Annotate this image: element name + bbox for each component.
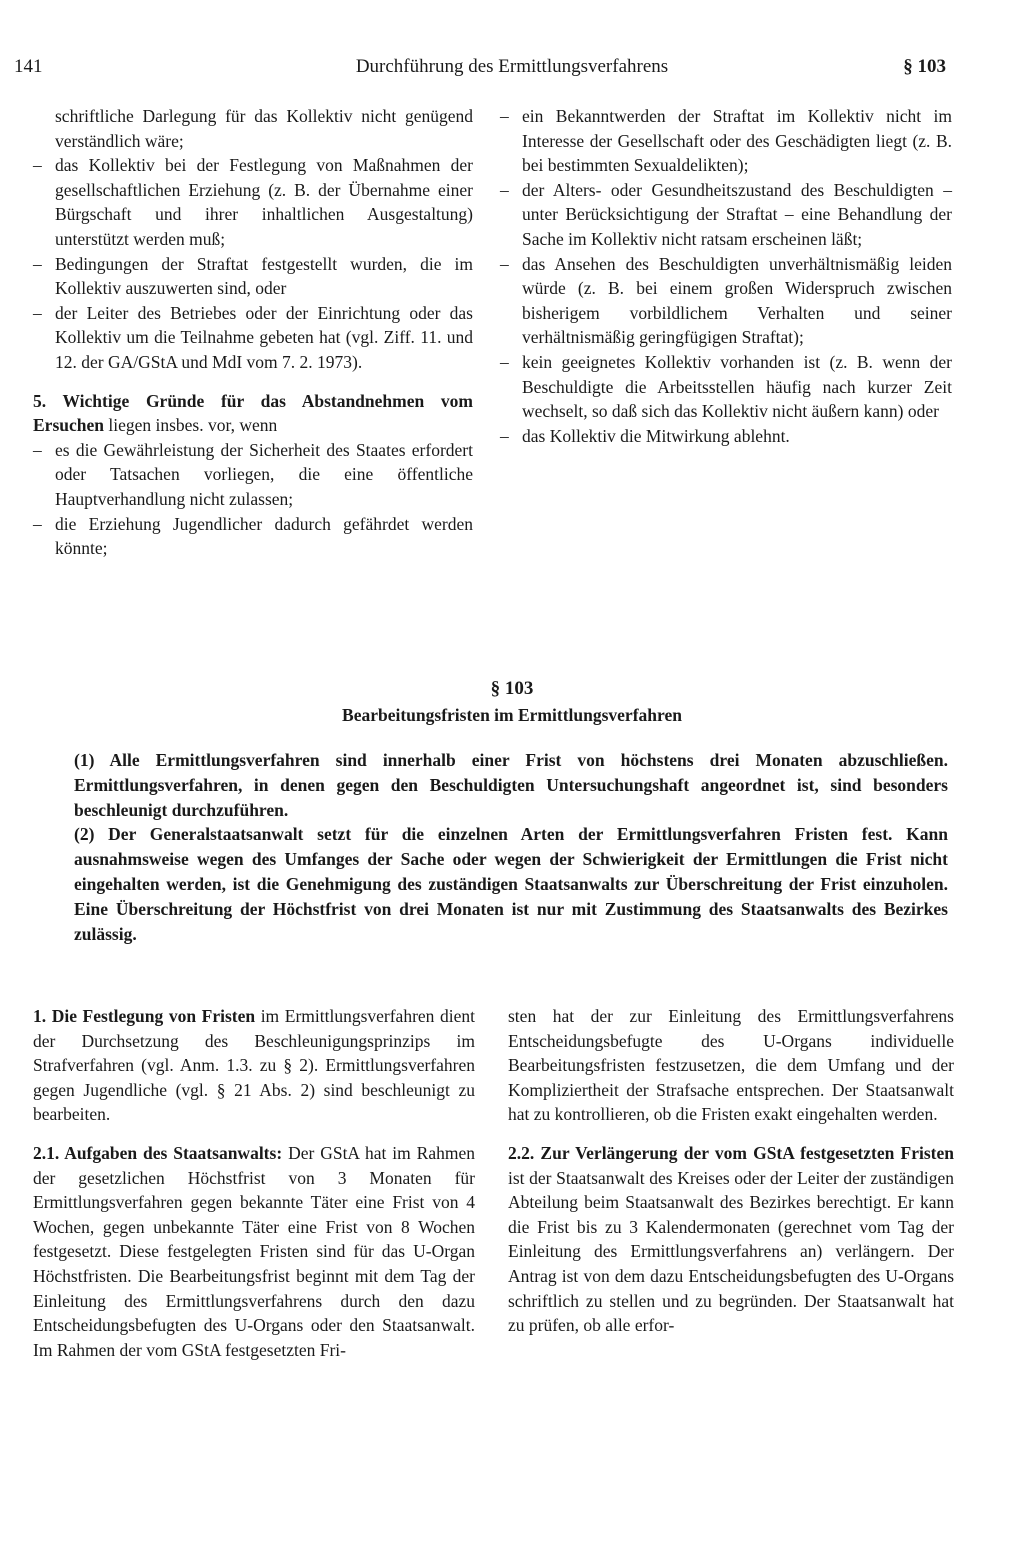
list-item-text: das Ansehen des Beschuldigten unverhältnismäßig leiden würde (z. B. bei einem großen Widerspruch zwischen bisherigem vorbildlichem Verhalten und seiner verhältnismäßig geringfügigen Straftat);	[522, 253, 952, 348]
note-1-heading: 1. Die Festlegung von Fristen	[33, 1006, 256, 1026]
list-item-text: es die Gewährleistung der Sicherheit des Staates erfordert oder Tatsachen vorliegen, die eine öffentliche Hauptverhandlung nicht zulassen;	[55, 439, 473, 509]
note-2-2-heading: 2.2. Zur Verlängerung der vom GStA festgesetzten Fristen	[508, 1142, 954, 1163]
note-5-intro: liegen insbes. vor, wenn	[103, 415, 278, 436]
note-5-heading: 5. Wichtige Gründe für das Abstandnehmen vom Ersuchen	[33, 390, 473, 436]
list-item-text: Bedingungen der Straftat festgestellt wurden, die im Kollektiv auszuwerten sind, oder	[55, 253, 473, 299]
annotations-left-column	[33, 1004, 475, 1362]
note-2-1-text: Der GStA hat im Rahmen der gesetzlichen Höchstfrist von 3 Monaten für Ermittlungsverfahren gegen bekannte Täter eine Frist von 4 Wochen, gegen unbekannte Täter eine Frist von 8 Wochen festgesetzt. Diese festgelegten Fristen sind für das U-Organ Höchstfristen. Die Bearbeitungsfrist beginnt mit dem Tag der Einleitung des Ermittlungsverfahrens durch den dazu Entscheidungsbefugten des U-Organs oder den Staatsanwalt. Im Rahmen der vom GStA festgesetzten Fri-	[33, 1142, 475, 1360]
continued-list-item: schriftliche Darlegung für das Kollektiv nicht genügend verständlich wäre;	[55, 106, 473, 151]
list-item: – das Kollektiv die Mitwirkung ablehnt.	[500, 425, 790, 446]
page-number: 141	[14, 56, 43, 77]
list-item-text: ein Bekanntwerden der Straftat im Kollektiv nicht im Interesse der Gesellschaft oder des Geschädigten liegt (z. B. bei bestimmten Sexualdelikten);	[522, 106, 952, 176]
list-item: – ein Bekanntwerden der Straftat im Kollektiv nicht im Interesse der Gesellschaft oder des Geschädigten liegt (z. B. bei bestimmten Sexualdelikten);	[500, 106, 952, 176]
list-item: – die Erziehung Jugendlicher dadurch gefährdet werden könnte;	[33, 513, 473, 559]
continued-paragraph: sten hat der zur Einleitung des Ermittlungsverfahrens Entscheidungsbefugte des U-Organs individuelle Bearbeitungsfristen festzusetzen, die dem Umfang und der Kompliziertheit der Strafsache entsprechen. Der Staatsanwalt hat zu kontrollieren, ob die Fristen exakt eingehalten werden.	[508, 1006, 954, 1125]
statute-section-number: § 103	[490, 678, 534, 699]
note-2-1-heading: 2.1. Aufgaben des Staatsanwalts:	[33, 1142, 283, 1163]
list-item-text: der Leiter des Betriebes oder der Einrichtung oder das Kollektiv um die Teilnahme gebeten hat (vgl. Ziff. 11. und 12. der GA/GStA und MdI vom 7. 2. 1973).	[55, 302, 473, 372]
statute-paragraph-1: (1) Alle Ermittlungsverfahren sind innerhalb einer Frist von höchstens drei Monaten abzuschließen. Ermittlungsverfahren, in denen gegen den Beschuldigten Untersuchungshaft angeordnet ist, sind besonders beschleunigt durchzuführen.	[74, 750, 948, 820]
note-2-2-text: ist der Staatsanwalt des Kreises oder der Leiter der zuständigen Abteilung beim Staatsanwalt des Bezirkes berechtigt. Er kann die Frist bis zu 3 Kalendermonaten (gerechnet vom Tag der Einleitung des Ermittlungsverfahrens an) verlängern. Der Antrag ist von dem dazu Entscheidungsbefugten des U-Organs schriftlich zu stellen und zu begründen. Der Staatsanwalt hat zu prüfen, ob alle erfor-	[508, 1167, 954, 1336]
list-item: – das Kollektiv bei der Festlegung von Maßnahmen der gesellschaftlichen Erziehung (z. B. der Übernahme einer Bürgschaft und ihrer inhaltlichen Ausgestaltung) unterstützt werden muß;	[33, 155, 473, 249]
list-item-text: das Kollektiv bei der Festlegung von Maßnahmen der gesellschaftlichen Erziehung (z. B. der Übernahme einer Bürgschaft und ihrer inhaltlichen Ausgestaltung) unterstützt werden muß;	[55, 155, 473, 249]
note-5	[33, 389, 473, 438]
statute-paragraph-2: (2) Der Generalstaatsanwalt setzt für die einzelnen Arten der Ermittlungsverfahren Fristen fest. Kann ausnahmsweise wegen des Umfanges der Sache oder wegen der Schwierigkeit der Ermittlungen die Frist nicht eingehalten werden, ist die Genehmigung des zuständigen Staatsanwalts zur Überschreitung der Frist einzuholen. Eine Überschreitung der Höchstfrist von drei Monaten ist nur mit Zustimmung des Staatsanwalts des Bezirkes zulässig.	[74, 824, 948, 944]
note-1-text: im Ermittlungsverfahren dient der Durchsetzung des Beschleunigungsprinzips im Strafverfahren (vgl. Anm. 1.3. zu § 2). Ermittlungsverfahren gegen Jugendliche (vgl. § 21 Abs. 2) sind beschleunigt zu bearbeiten.	[33, 1006, 475, 1125]
list-item: – der Alters- oder Gesundheitszustand des Beschuldigten – unter Berücksichtigung der Straftat – eine Behandlung der Sache im Kollektiv nicht ratsam erscheinen läßt;	[500, 179, 952, 249]
list-item: – der Leiter des Betriebes oder der Einrichtung oder das Kollektiv um die Teilnahme gebeten hat (vgl. Ziff. 11. und 12. der GA/GStA und MdI vom 7. 2. 1973).	[33, 302, 473, 372]
list-item-text: das Kollektiv die Mitwirkung ablehnt.	[522, 425, 790, 446]
running-title: Durchführung des Ermittlungsverfahrens	[355, 56, 669, 77]
upper-right-column	[500, 104, 952, 448]
list-item: – es die Gewährleistung der Sicherheit des Staates erfordert oder Tatsachen vorliegen, die eine öffentliche Hauptverhandlung nicht zulassen;	[33, 439, 473, 509]
list-item-text: die Erziehung Jugendlicher dadurch gefährdet werden könnte;	[55, 513, 473, 559]
note-2-2	[508, 1141, 954, 1338]
list-item-text: der Alters- oder Gesundheitszustand des Beschuldigten – unter Berücksichtigung der Straftat – eine Behandlung der Sache im Kollektiv nicht ratsam erscheinen läßt;	[522, 179, 952, 249]
header-section-mark: § 103	[903, 56, 946, 77]
list-item: – kein geeignetes Kollektiv vorhanden ist (z. B. wenn der Beschuldigte die Arbeitsstellen häufig nach kurzer Zeit wechselt, so daß sich das Kollektiv nicht äußern kann) oder	[500, 351, 952, 422]
note-1	[33, 1004, 475, 1127]
list-item: – Bedingungen der Straftat festgestellt wurden, die im Kollektiv auszuwerten sind, oder	[33, 253, 473, 299]
statute-title: Bearbeitungsfristen im Ermittlungsverfahren	[342, 705, 682, 725]
list-item-text: kein geeignetes Kollektiv vorhanden ist (z. B. wenn der Beschuldigte die Arbeitsstellen häufig nach kurzer Zeit wechselt, so daß sich das Kollektiv nicht äußern kann) oder	[522, 351, 952, 422]
annotations-right-column	[508, 1004, 954, 1338]
upper-left-column	[33, 104, 473, 561]
list-item: – das Ansehen des Beschuldigten unverhältnismäßig leiden würde (z. B. bei einem großen Widerspruch zwischen bisherigem vorbildlichem Verhalten und seiner verhältnismäßig geringfügigen Straftat);	[500, 253, 952, 348]
note-2-1	[33, 1141, 475, 1362]
statute-text	[74, 748, 948, 946]
